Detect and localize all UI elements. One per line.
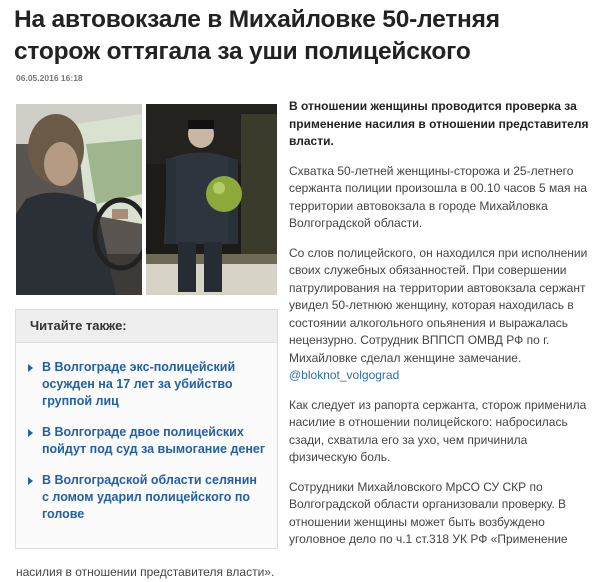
article-lead: В отношении женщины проводится проверка за применение насилия в отношении представителя власти.: [289, 99, 589, 148]
triangle-bullet-icon: [28, 364, 33, 372]
related-article-text[interactable]: В Волгоградской области селянин с ломом ударил полицейского по голове: [42, 473, 257, 521]
related-article-link[interactable]: [28, 472, 267, 523]
article-paragraph: Как следует из рапорта сержанта, сторож применила насилие в отношении полицейского: набросилась сзади, схватила его за ухо, чем причинила физическую боль.: [289, 397, 587, 464]
triangle-bullet-icon: [28, 477, 33, 485]
related-articles-title: Читайте также:: [16, 310, 277, 343]
related-article-link[interactable]: [28, 424, 267, 458]
article-paragraph: [289, 245, 591, 385]
related-article-link[interactable]: [28, 359, 267, 410]
triangle-bullet-icon: [28, 429, 33, 437]
related-articles-box: [15, 309, 278, 549]
related-article-text[interactable]: В Волгограде экс-полицейский осужден на 17 лет за убийство группой лиц: [42, 360, 236, 408]
article-headline: На автовокзале в Михайловке 50-летняя сторож оттягала за уши полицейского: [14, 6, 500, 65]
article-paragraph: Сотрудники Михайловского МрСО СУ СКР по Волгоградской области организовали проверку. В отношении женщины может быть возбуждено уголовное дело по ч.1 ст.318 УК РФ «Применение: [289, 479, 568, 546]
photo-woman-in-car: [16, 104, 142, 295]
article-paragraph: Схватка 50-летней женщины-сторожа и 25-летнего сержанта полиции произошла в 00.10 часов 5 мая на территории автовокзала в городе Михайловка Волгоградской области.: [289, 163, 588, 230]
article-paragraph-text: Со слов полицейского, он находился при исполнении своих служебных обязанностей. При совершении патрулирования на территории автовокзала сержант увидел 50-летнюю женщину, которая находилась в состоянии алкогольного опьянения и выражалась нецензурно. Сотрудник ВППСП ОМВД РФ по г. Михайловке сделал женщине замечание.: [289, 245, 588, 365]
article-paragraph-tail: насилия в отношении представителя власти».: [16, 565, 275, 579]
photo-police-officer: [146, 104, 277, 295]
social-handle-link[interactable]: @bloknot_volgograd: [289, 368, 400, 382]
related-article-text[interactable]: В Волгограде двое полицейских пойдут под суд за вымогание денег: [42, 425, 266, 456]
related-articles-list: [16, 343, 277, 523]
publish-date: 06.05.2016 16:18: [16, 73, 83, 83]
article-body: [289, 98, 591, 561]
